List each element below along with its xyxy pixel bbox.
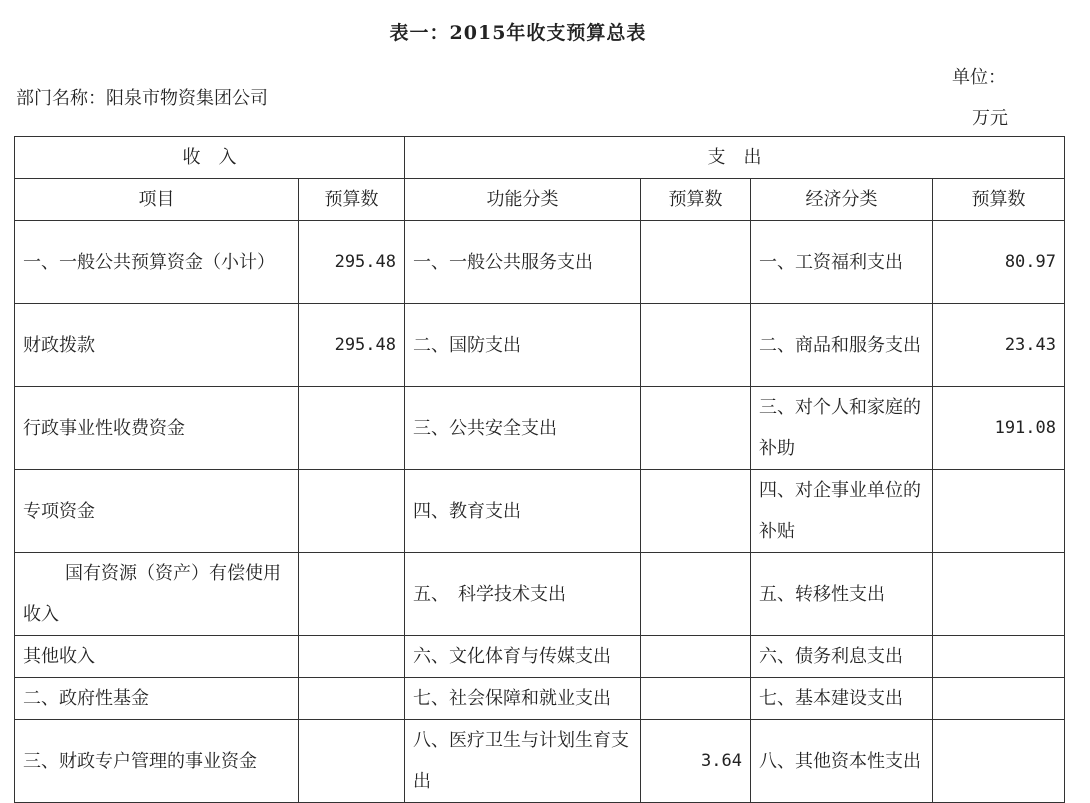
col-header-function: 功能分类 <box>405 179 641 221</box>
column-header-row <box>15 179 1065 221</box>
economic-amount: 191.08 <box>933 387 1065 470</box>
col-header-item: 项目 <box>15 179 299 221</box>
function-amount: 3.64 <box>641 720 751 803</box>
function-amount <box>641 636 751 678</box>
table-row <box>15 553 1065 636</box>
income-amount <box>299 387 405 470</box>
page-title: 表一：2015年收支预算总表 <box>389 22 647 44</box>
income-amount <box>299 636 405 678</box>
function-item: 一、一般公共服务支出 <box>405 221 641 304</box>
economic-item: 八、其他资本性支出 <box>751 720 933 803</box>
income-item: 专项资金 <box>15 470 299 553</box>
income-item: 三、财政专户管理的事业资金 <box>15 720 299 803</box>
function-amount <box>641 304 751 387</box>
income-item: 行政事业性收费资金 <box>15 387 299 470</box>
expense-header: 支 出 <box>405 137 1065 179</box>
function-item: 四、教育支出 <box>405 470 641 553</box>
economic-item: 四、对企事业单位的补贴 <box>751 470 933 553</box>
unit-label: 单位： <box>952 67 1006 88</box>
income-header: 收 入 <box>15 137 405 179</box>
function-item: 六、文化体育与传媒支出 <box>405 636 641 678</box>
function-amount <box>641 678 751 720</box>
income-item: 二、政府性基金 <box>15 678 299 720</box>
income-item: 其他收入 <box>15 636 299 678</box>
economic-item: 六、债务利息支出 <box>751 636 933 678</box>
col-header-function-amount: 预算数 <box>641 179 751 221</box>
economic-amount <box>933 470 1065 553</box>
col-header-item-amount: 预算数 <box>299 179 405 221</box>
table-row <box>15 678 1065 720</box>
function-item: 三、公共安全支出 <box>405 387 641 470</box>
function-item: 五、 科学技术支出 <box>405 553 641 636</box>
col-header-economic-amount: 预算数 <box>933 179 1065 221</box>
income-amount <box>299 470 405 553</box>
income-amount <box>299 720 405 803</box>
function-amount <box>641 221 751 304</box>
economic-item: 二、商品和服务支出 <box>751 304 933 387</box>
income-item: 国有资源（资产）有偿使用收入 <box>15 553 299 636</box>
economic-item: 七、基本建设支出 <box>751 678 933 720</box>
economic-amount <box>933 720 1065 803</box>
function-amount <box>641 387 751 470</box>
economic-item: 五、转移性支出 <box>751 553 933 636</box>
income-amount <box>299 553 405 636</box>
income-item: 财政拨款 <box>15 304 299 387</box>
economic-amount <box>933 553 1065 636</box>
table-row <box>15 720 1065 803</box>
economic-item: 三、对个人和家庭的补助 <box>751 387 933 470</box>
department-name: 部门名称：阳泉市物资集团公司 <box>16 88 268 109</box>
economic-amount <box>933 678 1065 720</box>
table-row <box>15 387 1065 470</box>
function-amount <box>641 553 751 636</box>
economic-amount: 23.43 <box>933 304 1065 387</box>
function-item: 二、国防支出 <box>405 304 641 387</box>
budget-table <box>14 136 1065 803</box>
economic-amount: 80.97 <box>933 221 1065 304</box>
table-row <box>15 221 1065 304</box>
table-row <box>15 636 1065 678</box>
economic-item: 一、工资福利支出 <box>751 221 933 304</box>
economic-amount <box>933 636 1065 678</box>
income-amount <box>299 678 405 720</box>
income-amount: 295.48 <box>299 304 405 387</box>
table-row <box>15 304 1065 387</box>
table-row <box>15 470 1065 553</box>
function-item: 八、医疗卫生与计划生育支出 <box>405 720 641 803</box>
col-header-economic: 经济分类 <box>751 179 933 221</box>
income-amount: 295.48 <box>299 221 405 304</box>
unit-value: 万元 <box>972 108 1008 129</box>
function-item: 七、社会保障和就业支出 <box>405 678 641 720</box>
function-amount <box>641 470 751 553</box>
income-item: 一、一般公共预算资金（小计） <box>15 221 299 304</box>
section-header-row <box>15 137 1065 179</box>
